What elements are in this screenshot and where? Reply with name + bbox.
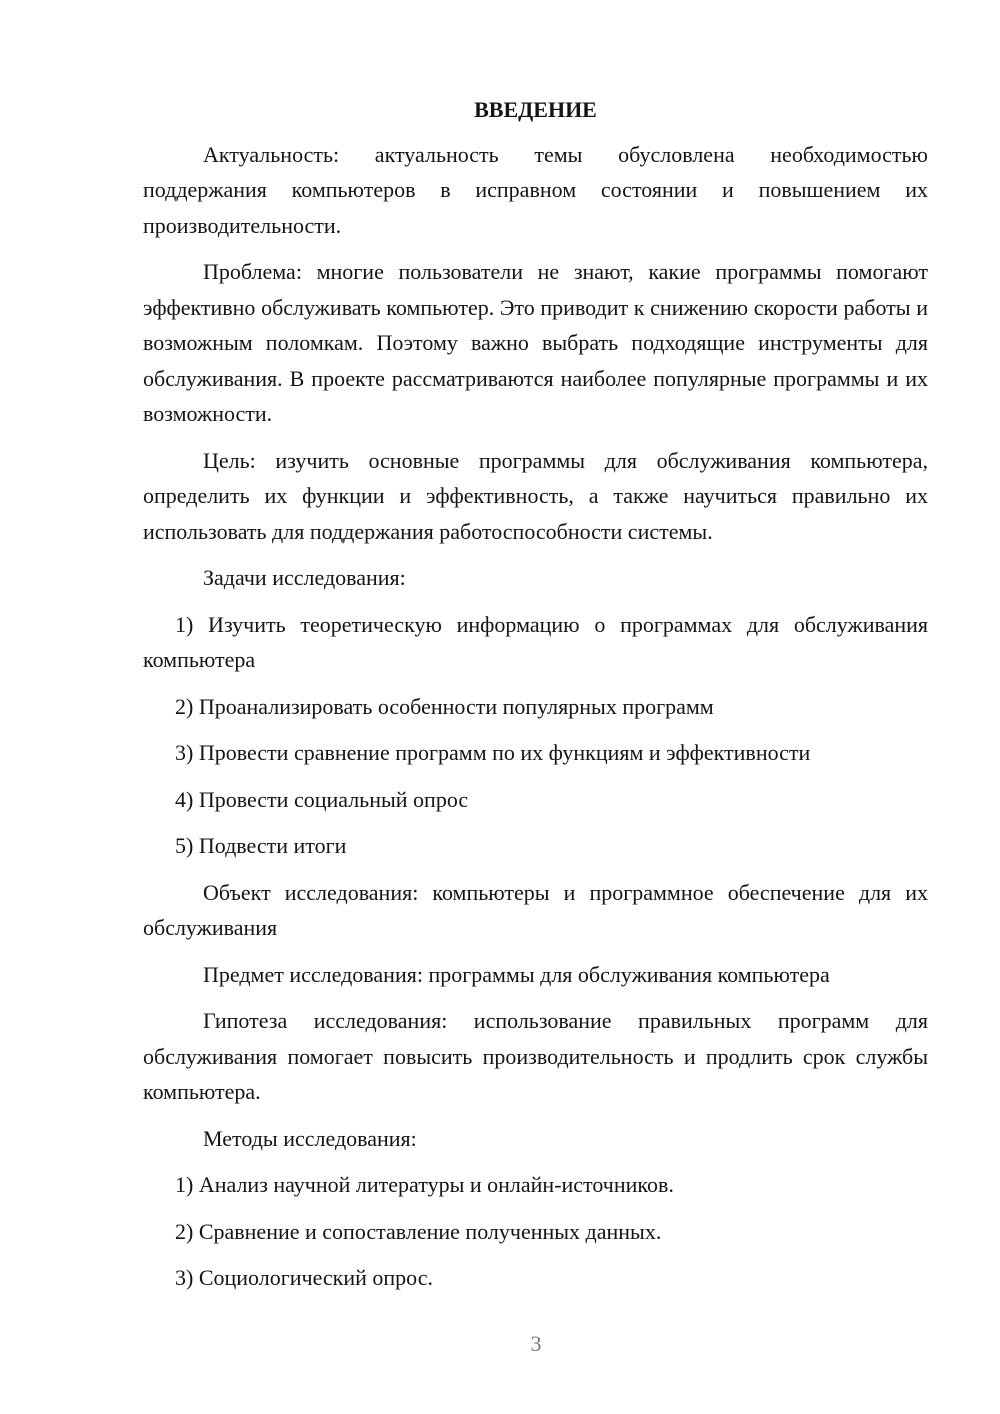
relevance-paragraph: Актуальность: актуальность темы обусловлена необходимостью поддержания компьютеров в исправном состоянии и повышением их производительности. (143, 141, 928, 238)
object-paragraph: Объект исследования: компьютеры и программное обеспечение для их обслуживания (143, 879, 928, 940)
method-item-3: 3) Социологический опрос. (175, 1265, 433, 1290)
hypothesis-paragraph: Гипотеза исследования: использование правильных программ для обслуживания помогает повысить производительность и продлить срок службы компьютера. (143, 1008, 928, 1104)
task-item-3: 3) Провести сравнение программ по их функциям и эффективности (175, 740, 811, 765)
method-item-1: 1) Анализ научной литературы и онлайн-источников. (175, 1172, 674, 1197)
problem-paragraph: Проблема: многие пользователи не знают, какие программы помогают эффективно обслуживать компьютер. Это приводит к снижению скорости работы и возможным поломкам. Поэтому важно выбрать подходящие инструменты для обслуживания. В проекте рассматриваются наиболее популярные программы и их возможности. (143, 259, 928, 426)
subject-paragraph: Предмет исследования: программы для обслуживания компьютера (203, 961, 830, 987)
task-item-5: 5) Подвести итоги (175, 833, 347, 858)
task-item-2: 2) Проанализировать особенности популярных программ (175, 693, 714, 719)
task-item-1: 1) Изучить теоретическую информацию о программах для обслуживания компьютера (143, 611, 928, 672)
task-item-4: 4) Провести социальный опрос (175, 786, 469, 812)
tasks-title: Задачи исследования: (203, 565, 406, 590)
goal-paragraph: Цель: изучить основные программы для обслуживания компьютера, определить их функции и эффективность, а также научиться правильно их использовать для поддержания работоспособности системы. (143, 447, 928, 544)
section-heading: ВВЕДЕНИЕ (474, 97, 597, 122)
methods-title: Методы исследования: (203, 1125, 417, 1151)
page-number: 3 (530, 1331, 542, 1356)
method-item-2: 2) Сравнение и сопоставление полученных данных. (175, 1218, 662, 1244)
page-content (143, 92, 928, 1307)
